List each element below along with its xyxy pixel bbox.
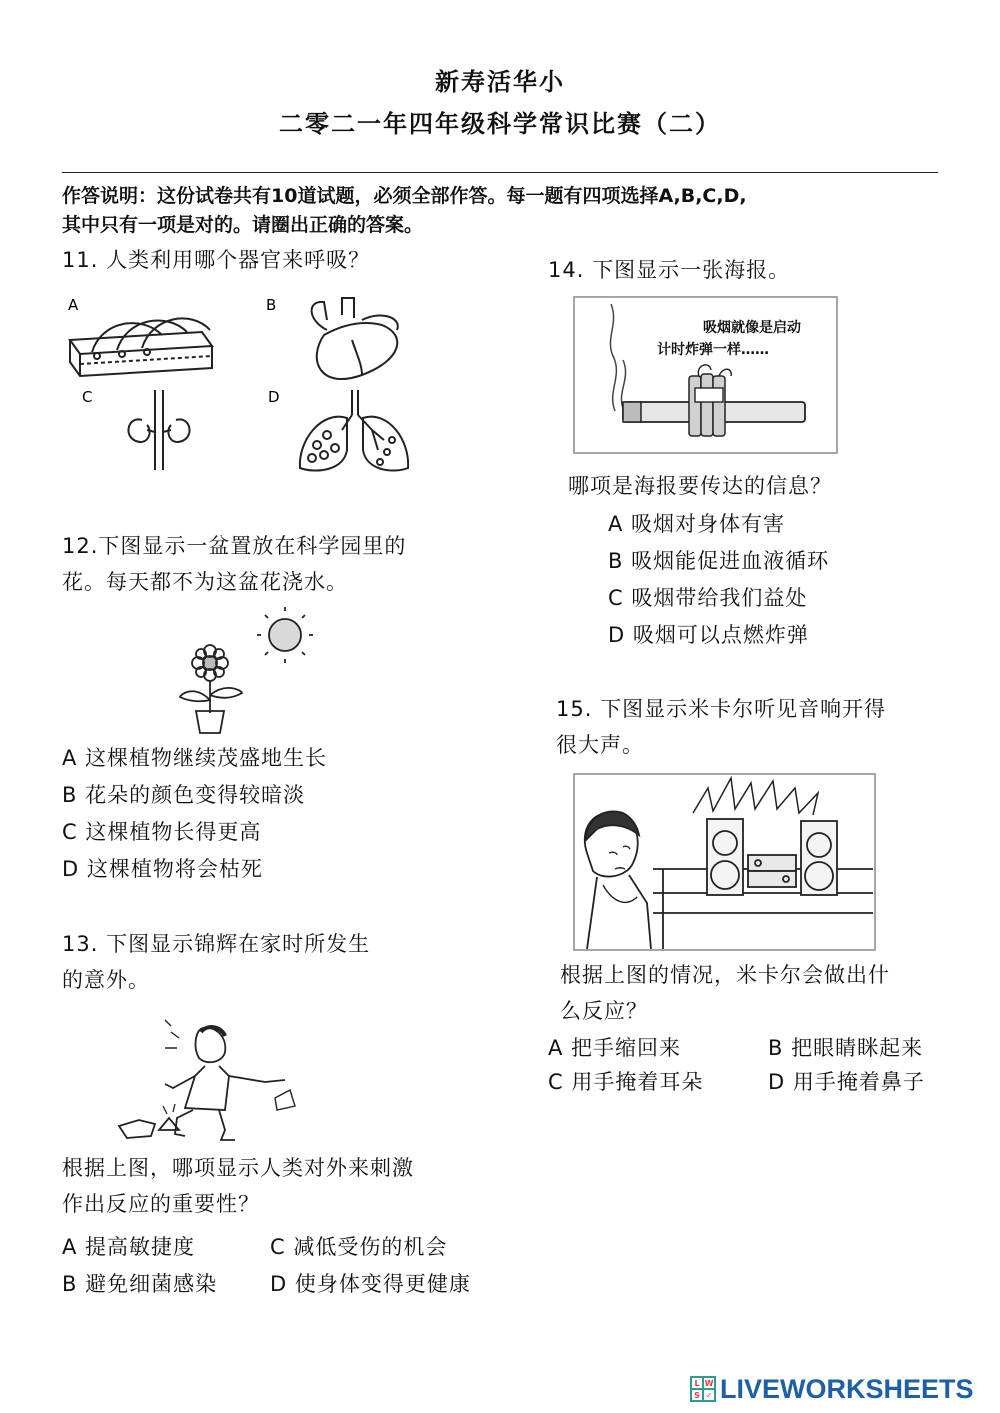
q14-option-b[interactable]: B 吸烟能促进血液循环 — [608, 549, 830, 573]
q13-prompt-line-1: 根据上图，哪项显示人类对外来刺激 — [62, 1156, 414, 1180]
q12-question-line-1: 12.下图显示一盆置放在科学园里的 — [62, 534, 407, 558]
q14-option-a[interactable]: A 吸烟对身体有害 — [608, 512, 786, 536]
instructions-line-2: 其中只有一项是对的。请圈出正确的答案。 — [62, 214, 424, 236]
q13-question-line-1: 13. 下图显示锦辉在家时所发生 — [62, 932, 371, 956]
q13-option-b[interactable]: B 避免细菌感染 — [62, 1272, 218, 1296]
q11-label-d: D — [268, 388, 280, 406]
q15-prompt-line-2: 么反应？ — [560, 999, 648, 1023]
liveworksheets-logo — [690, 1372, 974, 1406]
logo-text-worksheets: WORKSHEETS — [780, 1373, 974, 1404]
header-divider — [62, 172, 938, 173]
kidney-diagram — [128, 390, 189, 470]
q14-option-d[interactable]: D 吸烟可以点燃炸弹 — [608, 623, 809, 647]
q12-question-line-2: 花。每天都不为这盆花浇水。 — [62, 570, 348, 594]
q15-question — [556, 691, 886, 763]
school-name: 新寿活华小 — [435, 68, 565, 96]
heart-diagram — [312, 298, 398, 379]
q14-poster-image — [573, 296, 838, 454]
page-title: 二零二一年四年级科学常识比赛（二） — [279, 110, 721, 138]
lung-diagram — [300, 390, 408, 471]
q13-option-c[interactable]: C 减低受伤的机会 — [270, 1235, 448, 1259]
q11-label-b: B — [266, 296, 277, 314]
q11-label-c: C — [82, 388, 93, 406]
sun-icon — [257, 607, 313, 663]
instructions — [62, 182, 942, 240]
q13-prompt — [62, 1150, 414, 1222]
q14-question: 14. 下图显示一张海报。 — [548, 258, 791, 282]
logo-mark-icon: L W S ✓ — [690, 1376, 716, 1402]
q12-option-a[interactable]: A 这棵植物继续茂盛地生长 — [62, 746, 328, 770]
q14-poster-text-2: 计时炸弹一样…… — [657, 342, 769, 358]
q13-option-a[interactable]: A 提高敏捷度 — [62, 1235, 196, 1259]
q14-prompt: 哪项是海报要传达的信息？ — [568, 474, 832, 498]
q15-prompt — [560, 957, 890, 1029]
speaker-right-icon — [801, 821, 837, 895]
q15-option-b[interactable]: B 把眼睛眯起来 — [768, 1036, 924, 1060]
q14-poster-text-1: 吸烟就像是启动 — [703, 320, 801, 336]
q13-question-line-2: 的意外。 — [62, 968, 150, 992]
q13-question — [62, 926, 370, 998]
q15-option-c[interactable]: C 用手掩着耳朵 — [548, 1070, 704, 1094]
q15-loud-music-image — [573, 773, 876, 951]
q15-option-a[interactable]: A 把手缩回来 — [548, 1036, 682, 1060]
q12-flower-sun-image — [170, 605, 320, 740]
speaker-left-icon — [707, 819, 743, 895]
q12-option-b[interactable]: B 花朵的颜色变得较暗淡 — [62, 783, 306, 807]
q15-prompt-line-1: 根据上图的情况，米卡尔会做出什 — [560, 963, 890, 987]
q15-question-line-2: 很大声。 — [556, 733, 644, 757]
q14-option-c[interactable]: C 吸烟带给我们益处 — [608, 586, 808, 610]
q12-option-d[interactable]: D 这棵植物将会枯死 — [62, 857, 263, 881]
q11-organ-images — [62, 290, 422, 480]
q12-option-c[interactable]: C 这棵植物长得更高 — [62, 820, 262, 844]
q13-option-d[interactable]: D 使身体变得更健康 — [270, 1272, 471, 1296]
flower-pot-icon — [180, 645, 242, 733]
logo-text-live: LIVE — [720, 1373, 781, 1404]
stereo-unit-icon — [748, 855, 796, 887]
q11-question: 11. 人类利用哪个器官来呼吸？ — [62, 248, 371, 272]
q15-question-line-1: 15. 下图显示米卡尔听见音响开得 — [556, 697, 887, 721]
q13-accident-image — [115, 1018, 330, 1148]
q13-prompt-line-2: 作出反应的重要性？ — [62, 1192, 260, 1216]
q11-label-a: A — [68, 296, 79, 314]
q12-question — [62, 528, 406, 600]
q15-option-d[interactable]: D 用手掩着鼻子 — [768, 1070, 925, 1094]
skin-diagram — [70, 318, 212, 376]
instructions-line-1: 作答说明：这份试卷共有10道试题，必须全部作答。每一题有四项选择A,B,C,D, — [62, 185, 747, 207]
